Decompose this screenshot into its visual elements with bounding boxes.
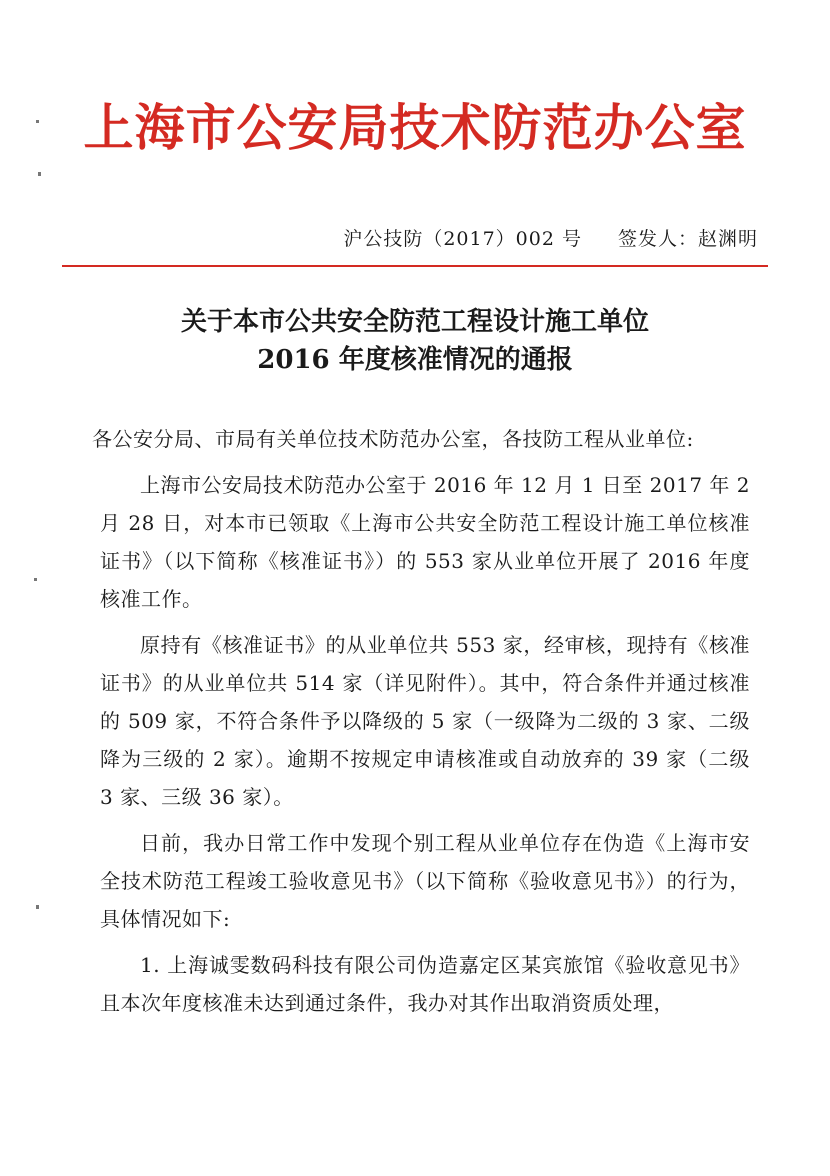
issuer-heading: 上海市公安局技术防范办公室 — [83, 98, 747, 157]
title-line-2: 2016 年度核准情况的通报 — [257, 345, 573, 375]
paragraph-4: 1. 上海诚雯数码科技有限公司伪造嘉定区某宾旅馆《验收意见书》且本次年度核准未达到通过条件，我办对其作出取消资质处理， — [100, 953, 750, 1015]
document-body — [92, 420, 750, 1030]
doc-meta — [343, 224, 758, 251]
scan-speck — [36, 120, 39, 123]
doc-number: 沪公技防（2017）002 号 — [343, 228, 582, 250]
paragraph-3: 日前，我办日常工作中发现个别工程从业单位存在伪造《上海市安全技术防范工程竣工验收意见书》（以下简称《验收意见书》）的行为，具体情况如下: — [100, 831, 750, 931]
title-line-1: 关于本市公共安全防范工程设计施工单位 — [180, 307, 649, 337]
signer: 签发人：赵渊明 — [617, 228, 758, 250]
red-divider — [62, 265, 768, 267]
paragraph-2: 原持有《核准证书》的从业单位共 553 家，经审核，现持有《核准证书》的从业单位共 514 家（详见附件）。其中，符合条件并通过核准的 509 家，不符合条件予以降级的 5 家（一级降为二级的 3 家、二级降为三级的 2 家）。逾期不按规定申请核准或自动放弃的 39 家（二级 3 家、三级 36 家）。 — [100, 633, 750, 809]
scan-speck — [38, 172, 41, 176]
scan-speck — [34, 578, 37, 581]
scan-speck — [36, 905, 39, 909]
paragraph-1: 上海市公安局技术防范办公室于 2016 年 12 月 1 日至 2017 年 2 月 28 日，对本市已领取《上海市公共安全防范工程设计施工单位核准证书》（以下简称《核准证书》）的 553 家从业单位开展了 2016 年度核准工作。 — [100, 473, 750, 611]
salutation: 各公安分局、市局有关单位技术防范办公室，各技防工程从业单位: — [92, 427, 694, 451]
document-title — [0, 303, 830, 379]
